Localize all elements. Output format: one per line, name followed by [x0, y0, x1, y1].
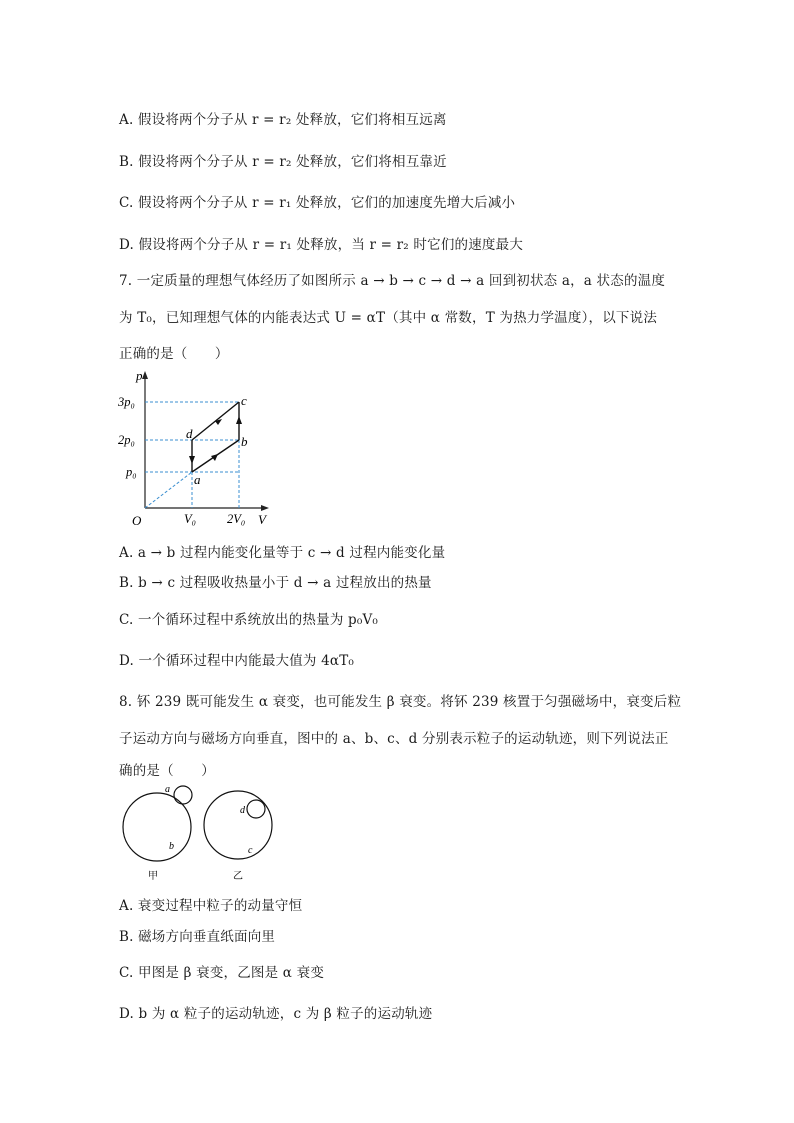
q7-stem-line-3: 正确的是（ ）	[119, 346, 229, 362]
point-d-label: d	[186, 426, 193, 441]
point-c-label: c	[241, 393, 247, 408]
track-b-label: b	[169, 841, 174, 852]
q8-stem-line-1: 8. 钚 239 既可能发生 α 衰变，也可能发生 β 衰变。将钚 239 核置于匀强磁场中，衰变后粒	[119, 694, 682, 710]
track-c-circle	[204, 791, 272, 859]
caption-jia: 甲	[148, 871, 158, 882]
v-axis-arrow-icon	[261, 505, 269, 511]
caption-yi: 乙	[233, 871, 243, 882]
y-tick-p0: p₀	[126, 465, 137, 479]
cycle-path	[192, 402, 239, 472]
p-axis-label: p	[136, 368, 143, 383]
q7-option-d: D. 一个循环过程中内能最大值为 4αT₀	[119, 653, 355, 669]
track-a-circle	[174, 786, 192, 804]
q8-stem-line-3: 确的是（ ）	[119, 763, 215, 779]
q8-trajectory-figure	[115, 783, 280, 883]
v-axis-label: V	[258, 512, 266, 527]
ab-arrow-icon	[211, 454, 218, 461]
da-arrow-icon	[189, 456, 195, 464]
q7-option-b: B. b → c 过程吸收热量小于 d → a 过程放出的热量	[119, 575, 432, 591]
q8-option-c: C. 甲图是 β 衰变，乙图是 α 衰变	[119, 965, 325, 981]
q8-option-a: A. 衰变过程中粒子的动量守恒	[119, 898, 303, 914]
bc-arrow-icon	[236, 416, 242, 424]
x-tick-v0: V₀	[184, 512, 196, 526]
q7-option-c: C. 一个循环过程中系统放出的热量为 p₀V₀	[119, 612, 379, 628]
q6-option-c: C. 假设将两个分子从 r = r₁ 处释放，它们的加速度先增大后减小	[119, 195, 516, 211]
p-axis-arrow-icon	[142, 371, 148, 379]
origin-label: O	[132, 513, 142, 528]
q6-option-d: D. 假设将两个分子从 r = r₁ 处释放，当 r = r₂ 时它们的速度最大	[119, 237, 524, 253]
q8-option-d: D. b 为 α 粒子的运动轨迹，c 为 β 粒子的运动轨迹	[119, 1006, 433, 1022]
x-tick-2v0: 2V₀	[227, 512, 246, 526]
q7-stem-line-2: 为 T₀，已知理想气体的内能表达式 U = αT（其中 α 常数，T 为热力学温度），以下说法	[119, 310, 658, 326]
y-tick-2p0: 2p₀	[118, 433, 135, 447]
y-tick-3p0: 3p₀	[118, 395, 135, 409]
track-d-label: d	[240, 805, 245, 816]
q7-option-a: A. a → b 过程内能变化量等于 c → d 过程内能变化量	[119, 545, 446, 561]
track-a-label: a	[165, 784, 170, 795]
point-a-label: a	[194, 472, 201, 487]
q8-stem-line-2: 子运动方向与磁场方向垂直，图中的 a、b、c、d 分别表示粒子的运动轨迹，则下列说法正	[119, 731, 669, 747]
q6-option-b: B. 假设将两个分子从 r = r₂ 处释放，它们将相互靠近	[119, 154, 447, 170]
q7-pv-graph	[112, 368, 282, 530]
point-b-label: b	[241, 434, 248, 449]
track-c-label: c	[248, 845, 253, 856]
q6-option-a: A. 假设将两个分子从 r = r₂ 处释放，它们将相互远离	[119, 112, 447, 128]
q7-stem-line-1: 7. 一定质量的理想气体经历了如图所示 a → b → c → d → a 回到初状态 a，a 状态的温度	[119, 273, 666, 289]
q8-option-b: B. 磁场方向垂直纸面向里	[119, 929, 276, 945]
track-d-circle	[247, 800, 265, 818]
